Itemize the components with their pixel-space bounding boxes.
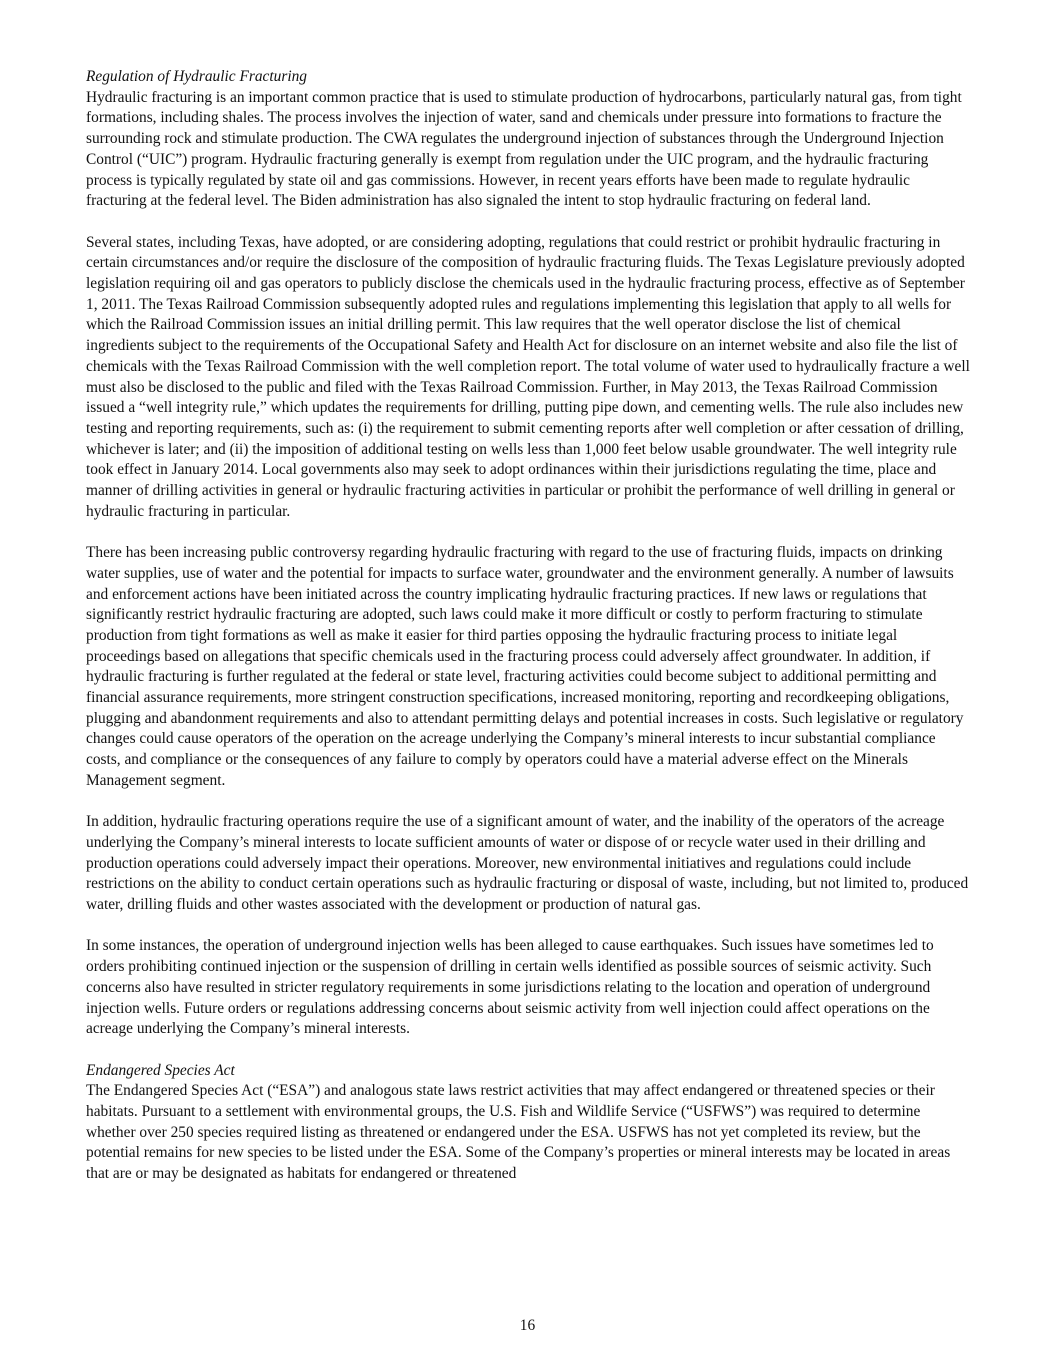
document-page [86, 67, 972, 1206]
section-heading-hydraulic-fracturing: Regulation of Hydraulic Fracturing [86, 68, 307, 85]
paragraph-endangered-species-1: The Endangered Species Act (“ESA”) and analogous state laws restrict activities that may affect endangered or threatened species or their habitats. Pursuant to a settlement with environmental groups, the U.S. Fish and Wildlife Service (“USFWS”) was required to determine whether over 250 species required listing as threatened or endangered under the ESA. USFWS has not yet completed its review, but the potential remains for new species to be listed under the ESA. Some of the Company’s properties or mineral interests may be located in areas that are or may be designated as habitats for endangered or threatened [86, 1082, 951, 1183]
paragraph-hydraulic-fracturing-1: Hydraulic fracturing is an important common practice that is used to stimulate production of hydrocarbons, particularly natural gas, from tight formations, including shales. The process involves the injection of water, sand and chemicals under pressure into formations to fracture the surrounding rock and stimulate production. The CWA regulates the underground injection of substances through the Underground Injection Control (“UIC”) program. Hydraulic fracturing generally is exempt from regulation under the UIC program, and the hydraulic fracturing process is typically regulated by state oil and gas commissions. However, in recent years efforts have been made to regulate hydraulic fracturing at the federal level. The Biden administration has also signaled the intent to stop hydraulic fracturing on federal land. [86, 88, 962, 210]
section-heading-endangered-species-act: Endangered Species Act [86, 1061, 235, 1079]
page-number: 16 [519, 1317, 536, 1334]
paragraph-hydraulic-fracturing-2: Several states, including Texas, have adopted, or are considering adopting, regulations that could restrict or prohibit hydraulic fracturing in certain circumstances and/or require the disclosure of the composition of hydraulic fracturing fluids. The Texas Legislature previously adopted legislation requiring oil and gas operators to publicly disclose the chemicals used in the hydraulic fracturing process, effective as of September 1, 2011. The Texas Railroad Commission subsequently adopted rules and regulations implementing this legislation that apply to all wells for which the Railroad Commission issues an initial drilling permit. This law requires that the well operator disclose the list of chemical ingredients subject to the requirements of the Occupational Safety and Health Act for disclosure on an internet website and also file the list of chemicals with the Texas Railroad Commission with the well completion report. The total volume of water used to hydraulically fracture a well must also be disclosed to the public and filed with the Texas Railroad Commission. Further, in May 2013, the Texas Railroad Commission issued a “well integrity rule,” which updates the requirements for drilling, putting pipe down, and cementing wells. The rule also includes new testing and reporting requirements, such as: (i) the requirement to submit cementing reports after well completion or after cessation of drilling, whichever is later; and (ii) the imposition of additional testing on wells less than 1,000 feet below usable groundwater. The well integrity rule took effect in January 2014. Local governments also may seek to adopt ordinances within their jurisdictions regulating the time, place and manner of drilling activities in general or hydraulic fracturing activities in particular or prohibit the performance of well drilling in general or hydraulic fracturing in particular. [86, 233, 970, 520]
paragraph-hydraulic-fracturing-5: In some instances, the operation of underground injection wells has been alleged to cause earthquakes. Such issues have sometimes led to orders prohibiting continued injection or the suspension of drilling in certain wells identified as possible sources of seismic activity. Such concerns also have resulted in stricter regulatory requirements in some jurisdictions relating to the location and operation of underground injection wells. Future orders or regulations addressing concerns about seismic activity from well injection could affect operations on the acreage underlying the Company’s mineral interests. [86, 937, 934, 1038]
paragraph-hydraulic-fracturing-4: In addition, hydraulic fracturing operations require the use of a significant amount of water, and the inability of the operators of the acreage underlying the Company’s mineral interests to locate sufficient amounts of water or dispose of or recycle water used in their drilling and production operations could adversely impact their operations. Moreover, new environmental initiatives and regulations could include restrictions on the ability to conduct certain operations such as hydraulic fracturing or disposal of waste, including, but not limited to, produced water, drilling fluids and other wastes associated with the development or production of natural gas. [86, 813, 969, 914]
paragraph-hydraulic-fracturing-3: There has been increasing public controversy regarding hydraulic fracturing with regard to the use of fracturing fluids, impacts on drinking water supplies, use of water and the potential for impacts to surface water, groundwater and the environment generally. A number of lawsuits and enforcement actions have been initiated across the country implicating hydraulic fracturing practices. If new laws or regulations that significantly restrict hydraulic fracturing are adopted, such laws could make it more difficult or costly to perform fracturing to stimulate production from tight formations as well as make it easier for third parties opposing the hydraulic fracturing process to initiate legal proceedings based on allegations that specific chemicals used in the fracturing process could adversely affect groundwater. In addition, if hydraulic fracturing is further regulated at the federal or state level, fracturing activities could become subject to additional permitting and financial assurance requirements, more stringent construction specifications, increased monitoring, reporting and recordkeeping obligations, plugging and abandonment requirements and also to attendant permitting delays and potential increases in costs. Such legislative or regulatory changes could cause operators of the operation on the acreage underlying the Company’s mineral interests to incur substantial compliance costs, and compliance or the consequences of any failure to comply by operators could have a material adverse effect on the Minerals Management segment. [86, 544, 964, 789]
